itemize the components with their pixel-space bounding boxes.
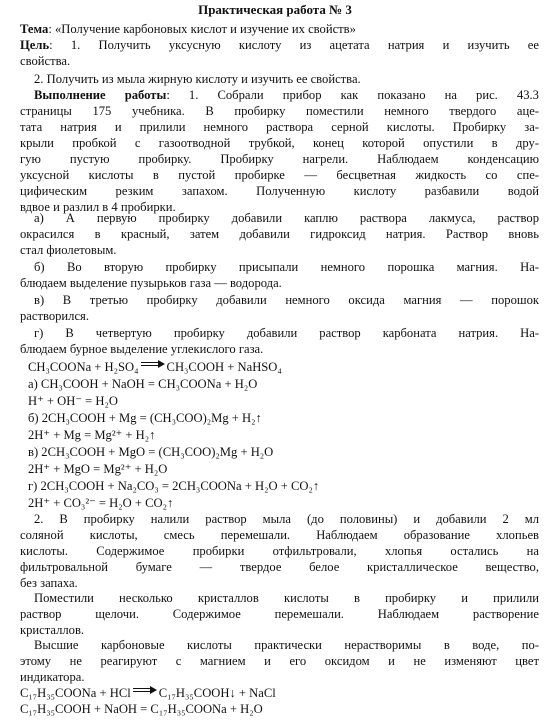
goal-text: : 1. Получить уксусную кислоту из ацетата натрия и изучить ее: [49, 38, 539, 52]
paragraph-line: блюдаем выделение пузырьков газа — водорода.: [20, 276, 282, 290]
equation-3: H⁺ + OH⁻ = H₂O: [28, 394, 118, 408]
equation-1: [28, 360, 282, 375]
paragraph-line: крыли пробкой с газоотводной трубкой, конец которой опустили в дру-: [20, 136, 539, 150]
equation-right: C₁₇H₃₅COOH↓ + NaCl: [158, 686, 276, 700]
equation-5: 2H⁺ + Mg = Mg²⁺ + H₂↑: [28, 428, 156, 442]
equation-right: CH₃COOH + NaHSO₄: [166, 360, 282, 374]
paragraph-line: цифическим резким запахом. Полученную кислоту разбавили водой: [20, 184, 539, 198]
equation-9: 2H⁺ + CO₃²⁻ = H₂O + CO₂↑: [28, 496, 174, 510]
paragraph-line: тата натрия и прилили немного раствора серной кислоты. Пробирку за-: [20, 120, 539, 134]
equation-11: C₁₇H₃₅COOH + NaOH = C₁₇H₃₅COONa + H₂O: [20, 702, 263, 716]
equation-7: 2H⁺ + MgO = Mg²⁺ + H₂O: [28, 462, 168, 476]
procedure-text: : 1. Собрали прибор как показано на рис. 43.3: [166, 88, 539, 102]
paragraph-line: окрасился в красный, затем добавили гидроксид натрия. Раствор вновь: [20, 227, 539, 241]
paragraph-line: Поместили несколько кристаллов кислоты в пробирку и прилили: [34, 591, 539, 605]
paragraph-line: уксусной кислоты в пустой пробирке — бесцветная жидкость со спе-: [20, 168, 539, 182]
paragraph-line: а) А первую пробирку добавили каплю раствора лакмуса, раствор: [34, 211, 539, 225]
paragraph-line: стал фиолетовым.: [20, 243, 117, 257]
paragraph-line: 2. В пробирку налили раствор мыла (до половины) и добавили 2 мл: [34, 512, 539, 526]
goal-line: [20, 38, 539, 53]
paragraph-line: гую пустую пробирку. Пробирку нагрели. Наблюдаем конденсацию: [20, 152, 539, 166]
paragraph-line: раствор щелочи. Содержимое перемешали. Наблюдаем растворение: [20, 607, 539, 621]
goal-line-2: свойства.: [20, 54, 71, 68]
equation-6: в) 2CH₃COOH + MgO = (CH₃COO)₂Mg + H₂O: [28, 445, 274, 459]
paragraph-line: в) В третью пробирку добавили немного оксида магния — порошок: [34, 293, 539, 307]
topic-label: Тема: [20, 22, 49, 36]
paragraph-line: вдвое и разлил в 4 пробирки.: [20, 200, 176, 214]
paragraph-line: блюдаем бурное выделение углекислого газа.: [20, 342, 264, 356]
equation-10: [20, 686, 276, 701]
goal-item-2: 2. Получить из мыла жирную кислоту и изучить ее свойства.: [34, 72, 361, 86]
paragraph-line: растворился.: [20, 309, 89, 323]
goal-label: Цель: [20, 38, 50, 52]
reaction-arrow-icon: [133, 687, 157, 695]
paragraph-line: страницы 175 учебника. В пробирку поместили немного твердого аце-: [20, 104, 539, 118]
page-title: Практическая работа № 3: [198, 2, 352, 17]
procedure-label: Выполнение работы: [34, 88, 167, 102]
topic-text: : «Получение карбоновых кислот и изучение их свойств»: [48, 22, 356, 36]
equation-left: C₁₇H₃₅COONa + HCl: [20, 686, 131, 700]
paragraph-line: кристаллов.: [20, 623, 85, 637]
equation-4: б) 2CH₃COOH + Mg = (CH₃COO)₂Mg + H₂↑: [28, 411, 262, 425]
paragraph-line: фильтровальной бумаге — твердое белое кристаллическое вещество,: [20, 560, 539, 574]
topic-line: [20, 22, 539, 37]
procedure-line: [20, 88, 539, 103]
equation-2: а) CH₃COOH + NaOH = CH₃COONa + H₂O: [28, 377, 258, 391]
paragraph-line: б) Во вторую пробирку присыпали немного порошка магния. На-: [34, 260, 539, 274]
paragraph-line: Высшие карбоновые кислоты практически нерастворимы в воде, по-: [34, 638, 539, 652]
paragraph-line: индикатора.: [20, 670, 85, 684]
equation-left: CH₃COONa + H₂SO₄: [28, 360, 139, 374]
paragraph-line: без запаха.: [20, 576, 78, 590]
reaction-arrow-icon: [141, 361, 165, 369]
paragraph-line: г) В четвертую пробирку добавили раствор карбоната натрия. На-: [34, 326, 539, 340]
equation-8: г) 2CH₃COOH + Na₂CO₃ = 2CH₃COONa + H₂O + CO₂↑: [28, 479, 320, 493]
paragraph-line: этому не реагируют с магнием и его оксидом и не изменяют цвет: [20, 654, 539, 668]
paragraph-line: кислоты. Содержимое пробирки отфильтровали, хлопья остались на: [20, 544, 539, 558]
paragraph-line: соляной кислоты, смесь перемешали. Наблюдаем образование хлопьев: [20, 528, 539, 542]
